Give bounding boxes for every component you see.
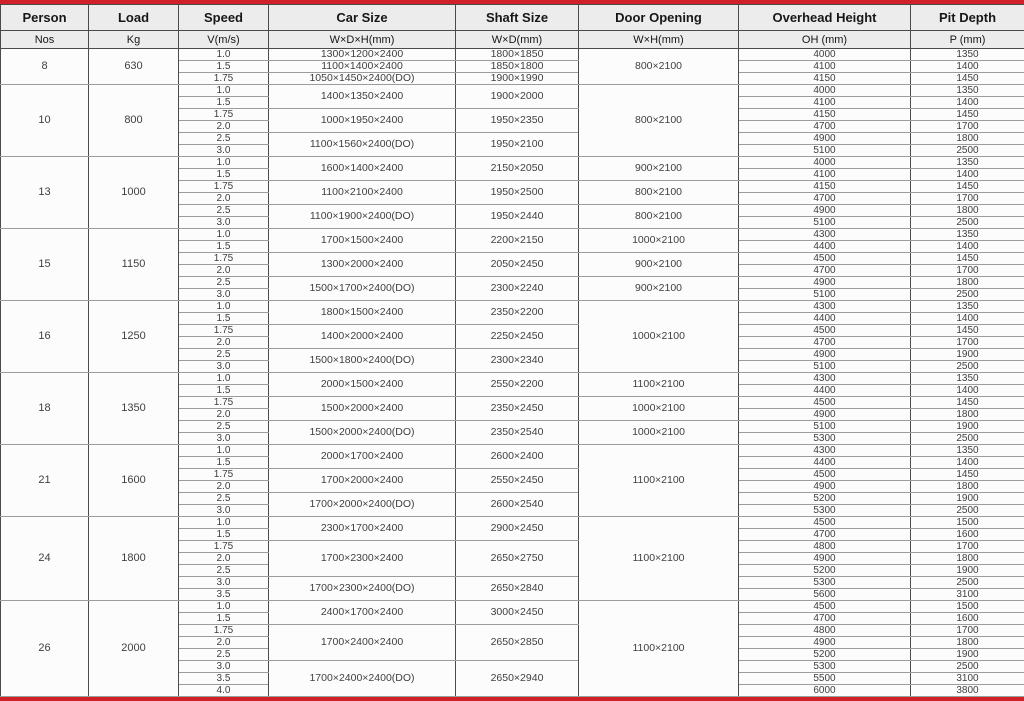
door-opening-cell: 1000×2100 [579, 301, 739, 373]
shaft-size-cell: 2350×2450 [456, 397, 579, 421]
pit-cell: 1600 [911, 529, 1024, 541]
overhead-cell: 4000 [739, 157, 911, 169]
car-size-cell: 2000×1700×2400 [269, 445, 456, 469]
overhead-cell: 4150 [739, 181, 911, 193]
load-cell: 2000 [89, 601, 179, 697]
column-header-person: Person [1, 5, 89, 31]
pit-cell: 1400 [911, 385, 1024, 397]
table-row [1, 49, 1024, 61]
shaft-size-cell: 2650×2850 [456, 625, 579, 661]
door-opening-cell: 1000×2100 [579, 421, 739, 445]
pit-cell: 1900 [911, 565, 1024, 577]
overhead-cell: 5100 [739, 217, 911, 229]
shaft-size-cell: 2150×2050 [456, 157, 579, 181]
car-size-cell: 1050×1450×2400(DO) [269, 73, 456, 85]
pit-cell: 3100 [911, 589, 1024, 601]
pit-cell: 2500 [911, 289, 1024, 301]
pit-cell: 1350 [911, 301, 1024, 313]
overhead-cell: 4300 [739, 445, 911, 457]
speed-cell: 2.0 [179, 193, 269, 205]
speed-cell: 1.5 [179, 61, 269, 73]
person-cell: 8 [1, 49, 89, 85]
car-size-cell: 1700×2000×2400(DO) [269, 493, 456, 517]
overhead-cell: 5100 [739, 289, 911, 301]
door-opening-cell: 800×2100 [579, 181, 739, 205]
door-opening-cell: 800×2100 [579, 205, 739, 229]
table-header [1, 5, 1024, 49]
pit-cell: 1350 [911, 445, 1024, 457]
speed-cell: 4.0 [179, 685, 269, 697]
overhead-cell: 4300 [739, 301, 911, 313]
car-size-cell: 1100×1400×2400 [269, 61, 456, 73]
speed-cell: 1.75 [179, 469, 269, 481]
shaft-size-cell: 2650×2840 [456, 577, 579, 601]
unit-speed: V(m/s) [179, 31, 269, 49]
pit-cell: 1700 [911, 265, 1024, 277]
pit-cell: 1450 [911, 325, 1024, 337]
overhead-cell: 5200 [739, 565, 911, 577]
unit-pit-depth: P (mm) [911, 31, 1024, 49]
car-size-cell: 1300×2000×2400 [269, 253, 456, 277]
pit-cell: 1500 [911, 601, 1024, 613]
overhead-cell: 5300 [739, 661, 911, 673]
load-cell: 630 [89, 49, 179, 85]
table-row [1, 373, 1024, 385]
speed-cell: 3.0 [179, 505, 269, 517]
door-opening-cell: 900×2100 [579, 253, 739, 277]
door-opening-cell: 900×2100 [579, 157, 739, 181]
overhead-cell: 4700 [739, 265, 911, 277]
overhead-cell: 4700 [739, 613, 911, 625]
load-cell: 1250 [89, 301, 179, 373]
speed-cell: 3.0 [179, 361, 269, 373]
shaft-size-cell: 2600×2400 [456, 445, 579, 469]
overhead-cell: 4500 [739, 601, 911, 613]
car-size-cell: 1400×1350×2400 [269, 85, 456, 109]
shaft-size-cell: 1900×1990 [456, 73, 579, 85]
table-row [1, 445, 1024, 457]
shaft-size-cell: 1950×2440 [456, 205, 579, 229]
overhead-cell: 4300 [739, 229, 911, 241]
table-row [1, 229, 1024, 241]
overhead-cell: 4900 [739, 553, 911, 565]
overhead-cell: 4900 [739, 409, 911, 421]
overhead-cell: 4700 [739, 337, 911, 349]
overhead-cell: 5300 [739, 505, 911, 517]
column-header-pit-depth: Pit Depth [911, 5, 1024, 31]
door-opening-cell: 1000×2100 [579, 229, 739, 253]
speed-cell: 3.0 [179, 433, 269, 445]
door-opening-cell: 800×2100 [579, 49, 739, 85]
shaft-size-cell: 1950×2350 [456, 109, 579, 133]
speed-cell: 1.5 [179, 97, 269, 109]
car-size-cell: 1700×2300×2400(DO) [269, 577, 456, 601]
pit-cell: 2500 [911, 145, 1024, 157]
person-cell: 21 [1, 445, 89, 517]
shaft-size-cell: 2300×2340 [456, 349, 579, 373]
car-size-cell: 1700×1500×2400 [269, 229, 456, 253]
speed-cell: 1.5 [179, 529, 269, 541]
overhead-cell: 4000 [739, 49, 911, 61]
person-cell: 16 [1, 301, 89, 373]
overhead-cell: 5100 [739, 145, 911, 157]
pit-cell: 1800 [911, 553, 1024, 565]
car-size-cell: 1600×1400×2400 [269, 157, 456, 181]
speed-cell: 2.5 [179, 205, 269, 217]
pit-cell: 1400 [911, 313, 1024, 325]
pit-cell: 1800 [911, 637, 1024, 649]
speed-cell: 1.5 [179, 385, 269, 397]
pit-cell: 1350 [911, 229, 1024, 241]
overhead-cell: 4400 [739, 457, 911, 469]
pit-cell: 1700 [911, 337, 1024, 349]
speed-cell: 2.5 [179, 649, 269, 661]
overhead-cell: 5100 [739, 421, 911, 433]
speed-cell: 1.0 [179, 517, 269, 529]
overhead-cell: 4900 [739, 481, 911, 493]
column-header-door-opening: Door Opening [579, 5, 739, 31]
overhead-cell: 4900 [739, 349, 911, 361]
speed-cell: 1.75 [179, 73, 269, 85]
speed-cell: 2.5 [179, 277, 269, 289]
door-opening-cell: 1100×2100 [579, 601, 739, 697]
speed-cell: 1.0 [179, 229, 269, 241]
overhead-cell: 4500 [739, 325, 911, 337]
pit-cell: 3100 [911, 673, 1024, 685]
door-opening-cell: 1100×2100 [579, 445, 739, 517]
pit-cell: 1700 [911, 121, 1024, 133]
overhead-cell: 4400 [739, 241, 911, 253]
shaft-size-cell: 2600×2540 [456, 493, 579, 517]
speed-cell: 1.5 [179, 169, 269, 181]
pit-cell: 1900 [911, 421, 1024, 433]
shaft-size-cell: 2650×2940 [456, 661, 579, 697]
unit-load: Kg [89, 31, 179, 49]
speed-cell: 1.75 [179, 109, 269, 121]
pit-cell: 1450 [911, 109, 1024, 121]
speed-cell: 1.5 [179, 613, 269, 625]
overhead-cell: 4100 [739, 169, 911, 181]
car-size-cell: 1300×1200×2400 [269, 49, 456, 61]
overhead-cell: 5600 [739, 589, 911, 601]
car-size-cell: 1000×1950×2400 [269, 109, 456, 133]
overhead-cell: 4100 [739, 61, 911, 73]
car-size-cell: 1700×2000×2400 [269, 469, 456, 493]
car-size-cell: 1500×1800×2400(DO) [269, 349, 456, 373]
car-size-cell: 1100×2100×2400 [269, 181, 456, 205]
overhead-cell: 5100 [739, 361, 911, 373]
speed-cell: 1.0 [179, 301, 269, 313]
speed-cell: 1.5 [179, 457, 269, 469]
table-row [1, 517, 1024, 529]
overhead-cell: 4000 [739, 85, 911, 97]
speed-cell: 1.75 [179, 181, 269, 193]
speed-cell: 2.5 [179, 565, 269, 577]
table-row [1, 601, 1024, 613]
column-header-car-size: Car Size [269, 5, 456, 31]
pit-cell: 1350 [911, 85, 1024, 97]
speed-cell: 1.75 [179, 541, 269, 553]
speed-cell: 2.0 [179, 337, 269, 349]
pit-cell: 2500 [911, 505, 1024, 517]
person-cell: 18 [1, 373, 89, 445]
speed-cell: 3.5 [179, 589, 269, 601]
overhead-cell: 5300 [739, 433, 911, 445]
pit-cell: 2500 [911, 577, 1024, 589]
door-opening-cell: 1100×2100 [579, 373, 739, 397]
pit-cell: 1400 [911, 457, 1024, 469]
speed-cell: 1.0 [179, 445, 269, 457]
speed-cell: 1.0 [179, 85, 269, 97]
speed-cell: 2.5 [179, 493, 269, 505]
speed-cell: 3.0 [179, 577, 269, 589]
shaft-size-cell: 2900×2450 [456, 517, 579, 541]
door-opening-cell: 900×2100 [579, 277, 739, 301]
speed-cell: 1.5 [179, 241, 269, 253]
overhead-cell: 4100 [739, 97, 911, 109]
speed-cell: 1.0 [179, 601, 269, 613]
overhead-cell: 4150 [739, 73, 911, 85]
pit-cell: 2500 [911, 661, 1024, 673]
overhead-cell: 4800 [739, 541, 911, 553]
pit-cell: 1450 [911, 181, 1024, 193]
speed-cell: 2.5 [179, 133, 269, 145]
shaft-size-cell: 2250×2450 [456, 325, 579, 349]
table-row [1, 85, 1024, 97]
shaft-size-cell: 2550×2450 [456, 469, 579, 493]
speed-cell: 3.0 [179, 217, 269, 229]
shaft-size-cell: 2200×2150 [456, 229, 579, 253]
speed-cell: 1.75 [179, 625, 269, 637]
bottom-red-rule [0, 697, 1024, 701]
pit-cell: 1350 [911, 373, 1024, 385]
overhead-cell: 4800 [739, 625, 911, 637]
car-size-cell: 1700×2400×2400 [269, 625, 456, 661]
shaft-size-cell: 2050×2450 [456, 253, 579, 277]
table-row [1, 157, 1024, 169]
unit-door-opening: W×H(mm) [579, 31, 739, 49]
overhead-cell: 4400 [739, 385, 911, 397]
pit-cell: 1500 [911, 517, 1024, 529]
header-title-row [1, 5, 1024, 31]
load-cell: 1000 [89, 157, 179, 229]
shaft-size-cell: 1800×1850 [456, 49, 579, 61]
column-header-shaft-size: Shaft Size [456, 5, 579, 31]
unit-person: Nos [1, 31, 89, 49]
speed-cell: 2.0 [179, 637, 269, 649]
speed-cell: 2.5 [179, 349, 269, 361]
unit-car-size: W×D×H(mm) [269, 31, 456, 49]
pit-cell: 1450 [911, 73, 1024, 85]
unit-shaft-size: W×D(mm) [456, 31, 579, 49]
shaft-size-cell: 1950×2500 [456, 181, 579, 205]
car-size-cell: 1700×2400×2400(DO) [269, 661, 456, 697]
shaft-size-cell: 2550×2200 [456, 373, 579, 397]
overhead-cell: 4900 [739, 205, 911, 217]
pit-cell: 1900 [911, 649, 1024, 661]
overhead-cell: 5500 [739, 673, 911, 685]
pit-cell: 1450 [911, 469, 1024, 481]
pit-cell: 1350 [911, 157, 1024, 169]
door-opening-cell: 1100×2100 [579, 517, 739, 601]
table-row [1, 301, 1024, 313]
door-opening-cell: 1000×2100 [579, 397, 739, 421]
speed-cell: 3.0 [179, 289, 269, 301]
pit-cell: 1400 [911, 241, 1024, 253]
pit-cell: 1900 [911, 349, 1024, 361]
pit-cell: 1800 [911, 409, 1024, 421]
overhead-cell: 5200 [739, 649, 911, 661]
overhead-cell: 4400 [739, 313, 911, 325]
pit-cell: 1800 [911, 277, 1024, 289]
overhead-cell: 4500 [739, 397, 911, 409]
pit-cell: 1400 [911, 97, 1024, 109]
shaft-size-cell: 1950×2100 [456, 133, 579, 157]
pit-cell: 2500 [911, 217, 1024, 229]
overhead-cell: 4300 [739, 373, 911, 385]
column-header-load: Load [89, 5, 179, 31]
car-size-cell: 2300×1700×2400 [269, 517, 456, 541]
car-size-cell: 1500×2000×2400 [269, 397, 456, 421]
pit-cell: 1800 [911, 481, 1024, 493]
car-size-cell: 2000×1500×2400 [269, 373, 456, 397]
car-size-cell: 1400×2000×2400 [269, 325, 456, 349]
overhead-cell: 4500 [739, 469, 911, 481]
overhead-cell: 4900 [739, 637, 911, 649]
column-header-speed: Speed [179, 5, 269, 31]
speed-cell: 3.0 [179, 145, 269, 157]
pit-cell: 1400 [911, 169, 1024, 181]
car-size-cell: 1500×1700×2400(DO) [269, 277, 456, 301]
pit-cell: 1350 [911, 49, 1024, 61]
person-cell: 26 [1, 601, 89, 697]
overhead-cell: 4900 [739, 133, 911, 145]
load-cell: 800 [89, 85, 179, 157]
shaft-size-cell: 2650×2750 [456, 541, 579, 577]
overhead-cell: 6000 [739, 685, 911, 697]
overhead-cell: 4150 [739, 109, 911, 121]
pit-cell: 2500 [911, 433, 1024, 445]
speed-cell: 1.0 [179, 373, 269, 385]
elevator-spec-table [0, 4, 1024, 697]
load-cell: 1150 [89, 229, 179, 301]
pit-cell: 1700 [911, 193, 1024, 205]
shaft-size-cell: 1850×1800 [456, 61, 579, 73]
shaft-size-cell: 2350×2540 [456, 421, 579, 445]
speed-cell: 3.0 [179, 661, 269, 673]
speed-cell: 2.5 [179, 421, 269, 433]
load-cell: 1800 [89, 517, 179, 601]
speed-cell: 1.75 [179, 325, 269, 337]
car-size-cell: 1100×1560×2400(DO) [269, 133, 456, 157]
speed-cell: 2.0 [179, 481, 269, 493]
overhead-cell: 4700 [739, 121, 911, 133]
pit-cell: 1800 [911, 205, 1024, 217]
overhead-cell: 4500 [739, 517, 911, 529]
shaft-size-cell: 3000×2450 [456, 601, 579, 625]
person-cell: 13 [1, 157, 89, 229]
car-size-cell: 1700×2300×2400 [269, 541, 456, 577]
spec-table-body [1, 49, 1024, 697]
car-size-cell: 2400×1700×2400 [269, 601, 456, 625]
overhead-cell: 4900 [739, 277, 911, 289]
speed-cell: 1.75 [179, 397, 269, 409]
car-size-cell: 1100×1900×2400(DO) [269, 205, 456, 229]
speed-cell: 2.0 [179, 409, 269, 421]
speed-cell: 2.0 [179, 265, 269, 277]
speed-cell: 1.5 [179, 313, 269, 325]
pit-cell: 1400 [911, 61, 1024, 73]
load-cell: 1600 [89, 445, 179, 517]
pit-cell: 1450 [911, 397, 1024, 409]
shaft-size-cell: 1900×2000 [456, 85, 579, 109]
column-header-overhead-height: Overhead Height [739, 5, 911, 31]
pit-cell: 3800 [911, 685, 1024, 697]
person-cell: 24 [1, 517, 89, 601]
pit-cell: 1450 [911, 253, 1024, 265]
pit-cell: 1600 [911, 613, 1024, 625]
overhead-cell: 5300 [739, 577, 911, 589]
speed-cell: 1.0 [179, 49, 269, 61]
header-unit-row [1, 31, 1024, 49]
person-cell: 15 [1, 229, 89, 301]
pit-cell: 1700 [911, 541, 1024, 553]
speed-cell: 3.5 [179, 673, 269, 685]
door-opening-cell: 800×2100 [579, 85, 739, 157]
pit-cell: 1800 [911, 133, 1024, 145]
pit-cell: 2500 [911, 361, 1024, 373]
load-cell: 1350 [89, 373, 179, 445]
overhead-cell: 5200 [739, 493, 911, 505]
shaft-size-cell: 2350×2200 [456, 301, 579, 325]
person-cell: 10 [1, 85, 89, 157]
overhead-cell: 4700 [739, 193, 911, 205]
car-size-cell: 1800×1500×2400 [269, 301, 456, 325]
speed-cell: 1.75 [179, 253, 269, 265]
speed-cell: 1.0 [179, 157, 269, 169]
car-size-cell: 1500×2000×2400(DO) [269, 421, 456, 445]
pit-cell: 1700 [911, 625, 1024, 637]
shaft-size-cell: 2300×2240 [456, 277, 579, 301]
unit-overhead-height: OH (mm) [739, 31, 911, 49]
pit-cell: 1900 [911, 493, 1024, 505]
speed-cell: 2.0 [179, 121, 269, 133]
overhead-cell: 4700 [739, 529, 911, 541]
speed-cell: 2.0 [179, 553, 269, 565]
overhead-cell: 4500 [739, 253, 911, 265]
